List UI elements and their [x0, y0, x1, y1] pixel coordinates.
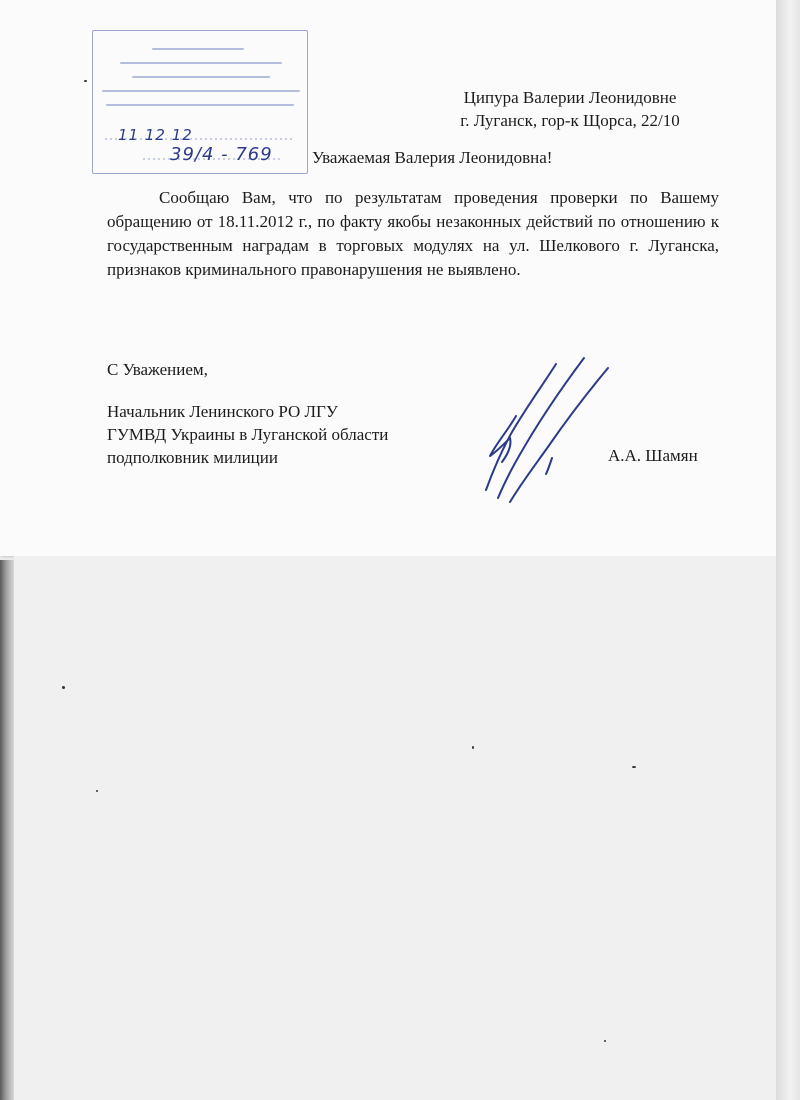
- addressee-block: [440, 86, 700, 132]
- scan-speck: [96, 790, 98, 792]
- signer-name: А.А. Шамян: [608, 446, 698, 465]
- signatory-title-line2: ГУМВД Украины в Луганской области: [107, 425, 389, 444]
- scan-background: [14, 556, 776, 1100]
- registration-number: 39/4 - 769: [170, 144, 273, 165]
- signatory-title-line1: Начальник Ленинского РО ЛГУ: [107, 402, 338, 421]
- addressee-name: Ципура Валерии Леонидовне: [463, 88, 677, 107]
- scan-edge-right: [776, 0, 800, 1100]
- scan-edge-left: [0, 560, 14, 1100]
- scan-speck: [604, 1040, 606, 1042]
- closing: С Уважением,: [107, 360, 208, 379]
- scan-speck: [632, 766, 636, 768]
- scan-speck: [472, 746, 474, 749]
- letter-body: Сообщаю Вам, что по результатам проведения проверки по Вашему обращению от 18.11.2012 г., по факту якобы незаконных действий по отношению к государственным наградам в торговых модулях на ул. Шелкового г. Луганска, признаков криминального правонарушения не выявлено.: [107, 188, 719, 279]
- addressee-address: г. Луганск, гор-к Щорса, 22/10: [460, 111, 680, 130]
- scan-speck: [84, 80, 87, 82]
- signatory-block: [107, 400, 388, 469]
- greeting: Уважаемая Валерия Леонидовна!: [312, 148, 553, 167]
- signatory-rank: подполковник милиции: [107, 448, 278, 467]
- registration-date: 11 12 12: [118, 126, 193, 144]
- scan-speck: [62, 686, 65, 689]
- handwritten-signature: [456, 352, 626, 517]
